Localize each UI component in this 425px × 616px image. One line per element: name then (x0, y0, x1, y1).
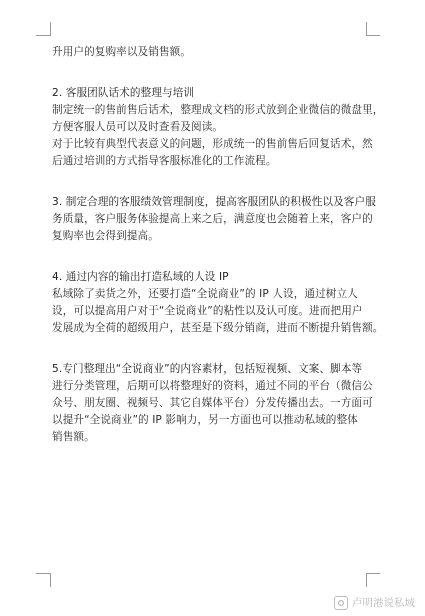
section-heading-4: 4. 通过内容的输出打造私域的人设 IP (52, 271, 229, 283)
watermark (334, 595, 415, 610)
paragraph-line: 后通过培训的方式指导客服标准化的工作流程。 (52, 155, 277, 167)
paragraph-line: 方便客服人员可以及时查看及阅读。 (52, 121, 224, 133)
section-heading-3: 3. 制定合理的客服绩效管理制度，提高客服团队的积极性以及客户服 (52, 196, 376, 208)
crop-mark-bottom-left (36, 573, 50, 574)
paragraph-line: 私域除了卖货之外，还要打造“全说商业”的 IP 人设，通过树立人 (52, 288, 358, 300)
paragraph-line: 设，可以提高用户对于“全说商业”的粘性以及认可度。进而把用户 (52, 305, 363, 317)
watermark-text: 卢明港说私域 (352, 597, 415, 609)
crop-mark-bottom-right (366, 573, 380, 574)
paragraph-line: 对于比较有典型代表意义的问题，形成统一的售前售后回复话术，然 (52, 138, 373, 150)
section-heading-2: 2. 客服团队话术的整理与培训 (52, 87, 195, 99)
paragraph-line: 发展成为全荷的超级用户，甚至是下级分销商，进而不断提升销售额。 (52, 322, 384, 334)
crop-mark-bottom-right (366, 573, 367, 587)
paragraph-line: 众号、朋友圈、视频号、其它自媒体平台）分发传播出去。一方面可 (52, 397, 373, 409)
paragraph-line: 销售额。 (52, 431, 95, 443)
document-body (52, 44, 382, 446)
crop-mark-top-right (366, 22, 367, 36)
crop-mark-top-left (50, 22, 51, 36)
crop-mark-top-right (366, 35, 380, 36)
crop-mark-bottom-left (50, 573, 51, 587)
paragraph-line: 制定统一的售前售后话术，整理成文档的形式放到企业微信的微盘里， (52, 104, 384, 116)
section-heading-5: 5.专门整理出“全说商业”的内容素材，包括短视频、文案、脚本等 (52, 363, 363, 375)
paragraph-line: 复购率也会得到提高。 (52, 230, 159, 242)
platform-logo-icon (334, 596, 348, 610)
paragraph-line: 升用户的复购率以及销售额。 (52, 46, 192, 58)
paragraph-line: 以提升“全说商业”的 IP 影响力，另一方面也可以推动私域的整体 (52, 414, 358, 426)
crop-mark-top-left (36, 35, 50, 36)
paragraph-line: 务质量，客户服务体验提高上来之后，满意度也会随着上来，客户的 (52, 213, 373, 225)
paragraph-line: 进行分类管理，后期可以将整理好的资料，通过不同的平台（微信公 (52, 380, 373, 392)
